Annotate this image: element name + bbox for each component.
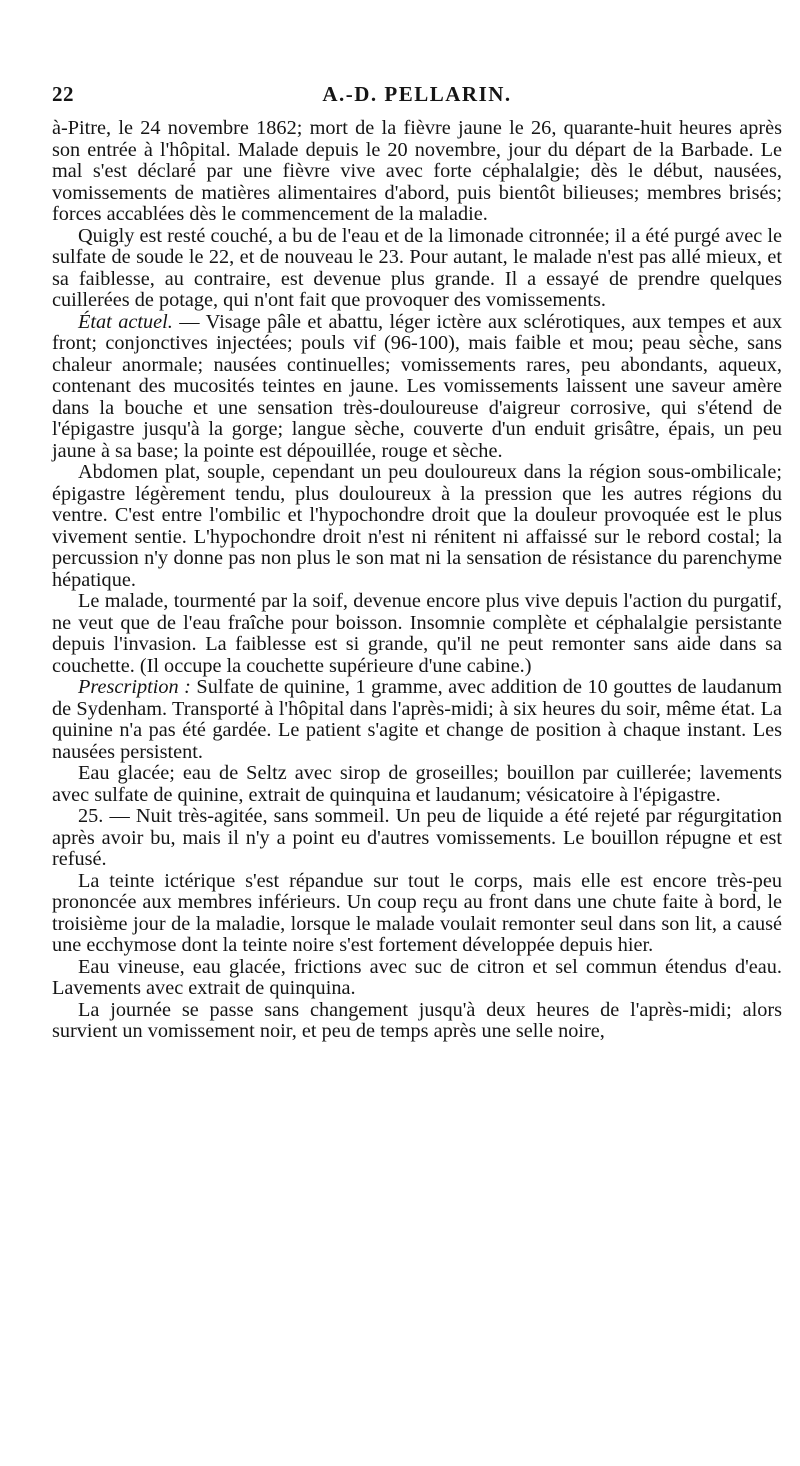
paragraph-continuation: [52, 118, 782, 226]
book-page: [52, 0, 782, 1466]
paragraph-prescription: [52, 677, 782, 763]
body-text: [52, 118, 782, 1043]
paragraph: [52, 957, 782, 1000]
paragraph: [52, 806, 782, 871]
paragraph-text: Eau glacée; eau de Seltz avec sirop de groseilles; bouillon par cuillerée; lavements avec sulfate de quinine, extrait de quinquina et laudanum; vésicatoire à l'épigastre.: [52, 762, 782, 806]
paragraph: [52, 462, 782, 591]
paragraph: [52, 591, 782, 677]
paragraph-text: Le malade, tourmenté par la soif, devenue encore plus vive depuis l'action du purgatif, ne veut que de l'eau fraîche pour boisson. Insomnie complète et céphalalgie persistante depuis l'invasion. La faiblesse est si grande, qu'il ne peut remonter sans aide dans sa couchette. (Il occupe la couchette supérieure d'une cabine.): [52, 590, 782, 677]
page-header: [52, 82, 782, 114]
paragraph-text: 25. — Nuit très-agitée, sans sommeil. Un peu de liquide a été rejeté par régurgitation après avoir bu, mais il n'y a point eu d'autres vomissements. Le bouillon répugne et est refusé.: [52, 805, 782, 870]
paragraph-text: Sulfate de quinine, 1 gramme, avec addition de 10 gouttes de laudanum de Sydenham. Transporté à l'hôpital dans l'après-midi; à six heures du soir, même état. La quinine n'a pas été gardée. Le patient s'agite et change de position à chaque instant. Les nausées persistent.: [52, 676, 782, 763]
running-head: A.-D. PELLARIN.: [322, 82, 512, 106]
section-label-etat-actuel: État actuel.: [78, 310, 173, 333]
paragraph-text: — Visage pâle et abattu, léger ictère aux sclérotiques, aux tempes et aux front; conjonctives injectées; pouls vif (96-100), mais faible et mou; peau sèche, sans chaleur anormale; nausées continuelles; vomissements rares, peu abondants, aqueux, contenant des mucosités teintes en jaune. Les vomissements laissent une saveur amère dans la bouche et une sensation très-douloureuse d'aigreur corrosive, qui s'étend de l'épigastre jusqu'à la gorge; langue sèche, couverte d'un enduit grisâtre, épais, un peu jaune à sa base; la pointe est dépouillée, rouge et sèche.: [52, 310, 782, 462]
paragraph-etat-actuel: [52, 312, 782, 463]
paragraph-text: Quigly est resté couché, a bu de l'eau et de la limonade citronnée; il a été purgé avec le sulfate de soude le 22, et de nouveau le 23. Pour autant, le malade n'est pas allé mieux, et sa faiblesse, au contraire, est devenue plus grande. Il a essayé de prendre quelques cuillerées de potage, qui n'ont fait que provoquer des vomissements.: [52, 224, 782, 311]
paragraph-text: Abdomen plat, souple, cependant un peu douloureux dans la région sous-ombilicale; épigastre légèrement tendu, plus douloureux à la pression que les autres régions du ventre. C'est entre l'ombilic et l'hypochondre droit que la douleur provoquée est le plus vivement sentie. L'hypochondre droit n'est ni rénitent ni affaissé sur le rebord costal; la percussion n'y donne pas non plus le son mat ni la sensation de résistance du parenchyme hépatique.: [52, 461, 782, 591]
page-number: 22: [52, 82, 74, 106]
section-label-prescription: Prescription :: [78, 676, 191, 698]
paragraph: [52, 871, 782, 957]
paragraph-text: La teinte ictérique s'est répandue sur tout le corps, mais elle est encore très-peu prononcée aux membres inférieurs. Un coup reçu au front dans une chute faite à bord, le troisième jour de la maladie, lorsque le malade voulait remonter seul dans son lit, a causé une ecchymose dont la teinte noire s'est fortement développée depuis hier.: [52, 869, 782, 956]
paragraph: [52, 226, 782, 312]
paragraph-text: Eau vineuse, eau glacée, frictions avec suc de citron et sel commun étendus d'eau. Lavements avec extrait de quinquina.: [52, 955, 782, 999]
paragraph: [52, 763, 782, 806]
paragraph: [52, 1000, 782, 1043]
paragraph-text: La journée se passe sans changement jusqu'à deux heures de l'après-midi; alors survient un vomissement noir, et peu de temps après une selle noire,: [52, 998, 782, 1042]
paragraph-text: à-Pitre, le 24 novembre 1862; mort de la fièvre jaune le 26, quarante-huit heures après son entrée à l'hôpital. Malade depuis le 20 novembre, jour du départ de la Barbade. Le mal s'est déclaré par une fièvre vive avec forte céphalalgie; dès le début, nausées, vomissements de matières alimentaires d'abord, puis bientôt bilieuses; membres brisés; forces accablées dès le commencement de la maladie.: [52, 117, 782, 225]
